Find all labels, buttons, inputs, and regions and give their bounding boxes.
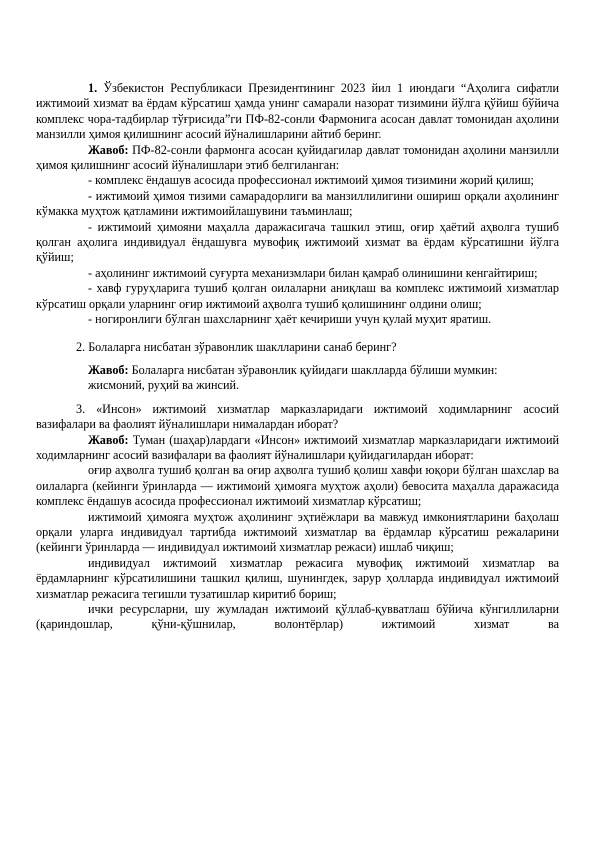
answer-3-item: оғир аҳволга тушиб қолган ва оғир аҳволга тушиб қолиш хавфи юқори бўлган шахслар ва оилаларга (кейинги ўринларда — ижтимоий ҳимояга муҳтож аҳоли) бевосита маҳалла даражасида комплекс ёндашув асосида профессионал ижтимоий хизматлар кўрсатиш;: [36, 463, 559, 509]
answer-3-item: ижтимоий ҳимояга муҳтож аҳолининг эҳтиёжлари ва мавжуд имкониятларини баҳолаш орқали уларга индивидуал тартибда ижтимоий хизматлар ва ёрдамлар кўрсатиш режаларини (кейинги ўринларда — индивидуал ижтимоий хизматлар режаси) ишлаб чиқиш;: [36, 509, 559, 555]
answer-2: [36, 363, 559, 378]
answer-1-item: - ижтимоий ҳимояни маҳалла даражасигача ташкил этиш, оғир ҳаётий аҳволга тушиб қолган аҳолига индивидуал ёндашувга мувофиқ ижтимоий хизмат ва ёрдам кўрсатишни йўлга қўйиш;: [36, 219, 559, 265]
answer-3-text: Туман (шаҳар)лардаги «Инсон» ижтимоий хизматлар марказларидаги ижтимоий ходимларнинг асосий вазифалари ва фаолият йўналишлари қуйидагилардан иборат:: [36, 432, 559, 462]
answer-1-label: Жавоб:: [88, 142, 129, 157]
answer-1-item: - хавф гуруҳларига тушиб қолган оилаларни аниқлаш ва комплекс ижтимоий хизматлар кўрсатиш орқали уларнинг оғир ижтимоий аҳволга тушиб қолишининг олдини олиш;: [36, 281, 559, 311]
answer-1-item: - аҳолининг ижтимоий суғурта механизмлари билан қамраб олинишини кенгайтириш;: [88, 265, 538, 280]
answer-3-label: Жавоб:: [88, 432, 129, 447]
answer-1: [36, 143, 559, 174]
answer-3-item: индивидуал ижтимоий хизматлар режасига мувофиқ ижтимоий хизматлар ва ёрдамларнинг кўрсатилишини ташкил қилиш, шунингдек, зарур ҳолларда индивидуал ижтимоий хизматлар режасига тегишли тузатишлар киритиб бориш;: [36, 555, 559, 601]
document-body: [36, 81, 559, 633]
answer-3: [36, 433, 559, 464]
question-1-number: 1.: [88, 81, 98, 95]
question-1-text: Ўзбекистон Республикаси Президентининг 2023 йил 1 июндаги “Аҳолига сифатли ижтимоий хизмат ва ёрдам кўрсатиш ҳамда унинг самарали назорат тизимини йўлга қўйиш бўйича комплекс чора-тадбирлар тўғрисида”ги ПФ-82-сонли Фармонига асосан давлат томонидан аҳолини манзилли ҳимоя қилишнинг асосий йўналишларини айтиб беринг.: [36, 81, 559, 142]
question-1: [36, 81, 559, 143]
answer-3-item: ички ресурсларни, шу жумладан ижтимоий қўллаб-қувватлаш бўйича кўнгиллиларни (қариндошлар, қўни-қўшнилар, волонтёрлар) ижтимоий хизмат ва: [36, 602, 559, 632]
answer-1-item: - ижтимоий ҳимоя тизими самарадорлиги ва манзиллилигини ошириш орқали аҳолининг кўмакка муҳтож қатламини ижтимоийлашувини таъминлаш;: [36, 188, 559, 219]
answer-2-line-1: Болаларга нисбатан зўравонлик қуйидаги шаклларда бўлиши мумкин:: [128, 362, 498, 377]
answer-2-line-2: жисмоний, руҳий ва жинсий.: [88, 378, 240, 393]
question-2: 2. Болаларга нисбатан зўравонлик шаклларини санаб беринг?: [76, 339, 397, 354]
question-3: 3. «Инсон» ижтимоий хизматлар марказларидаги ижтимоий ходимларнинг асосий вазифалари ва фаолият йўналишлари нималардан иборат?: [36, 401, 559, 432]
answer-2-label: Жавоб:: [88, 362, 129, 377]
answer-1-text: ПФ-82-сонли фармонга асосан қуйидагилар давлат томонидан аҳолини манзилли ҳимоя қилишнинг асосий йўналишлари этиб белгиланган:: [36, 142, 559, 173]
answer-1-item: - ногиронлиги бўлган шахсларнинг ҳаёт кечириши учун қулай муҳит яратиш.: [88, 312, 492, 327]
answer-1-item: - комплекс ёндашув асосида профессионал ижтимоий ҳимоя тизимини жорий қилиш;: [88, 173, 534, 188]
